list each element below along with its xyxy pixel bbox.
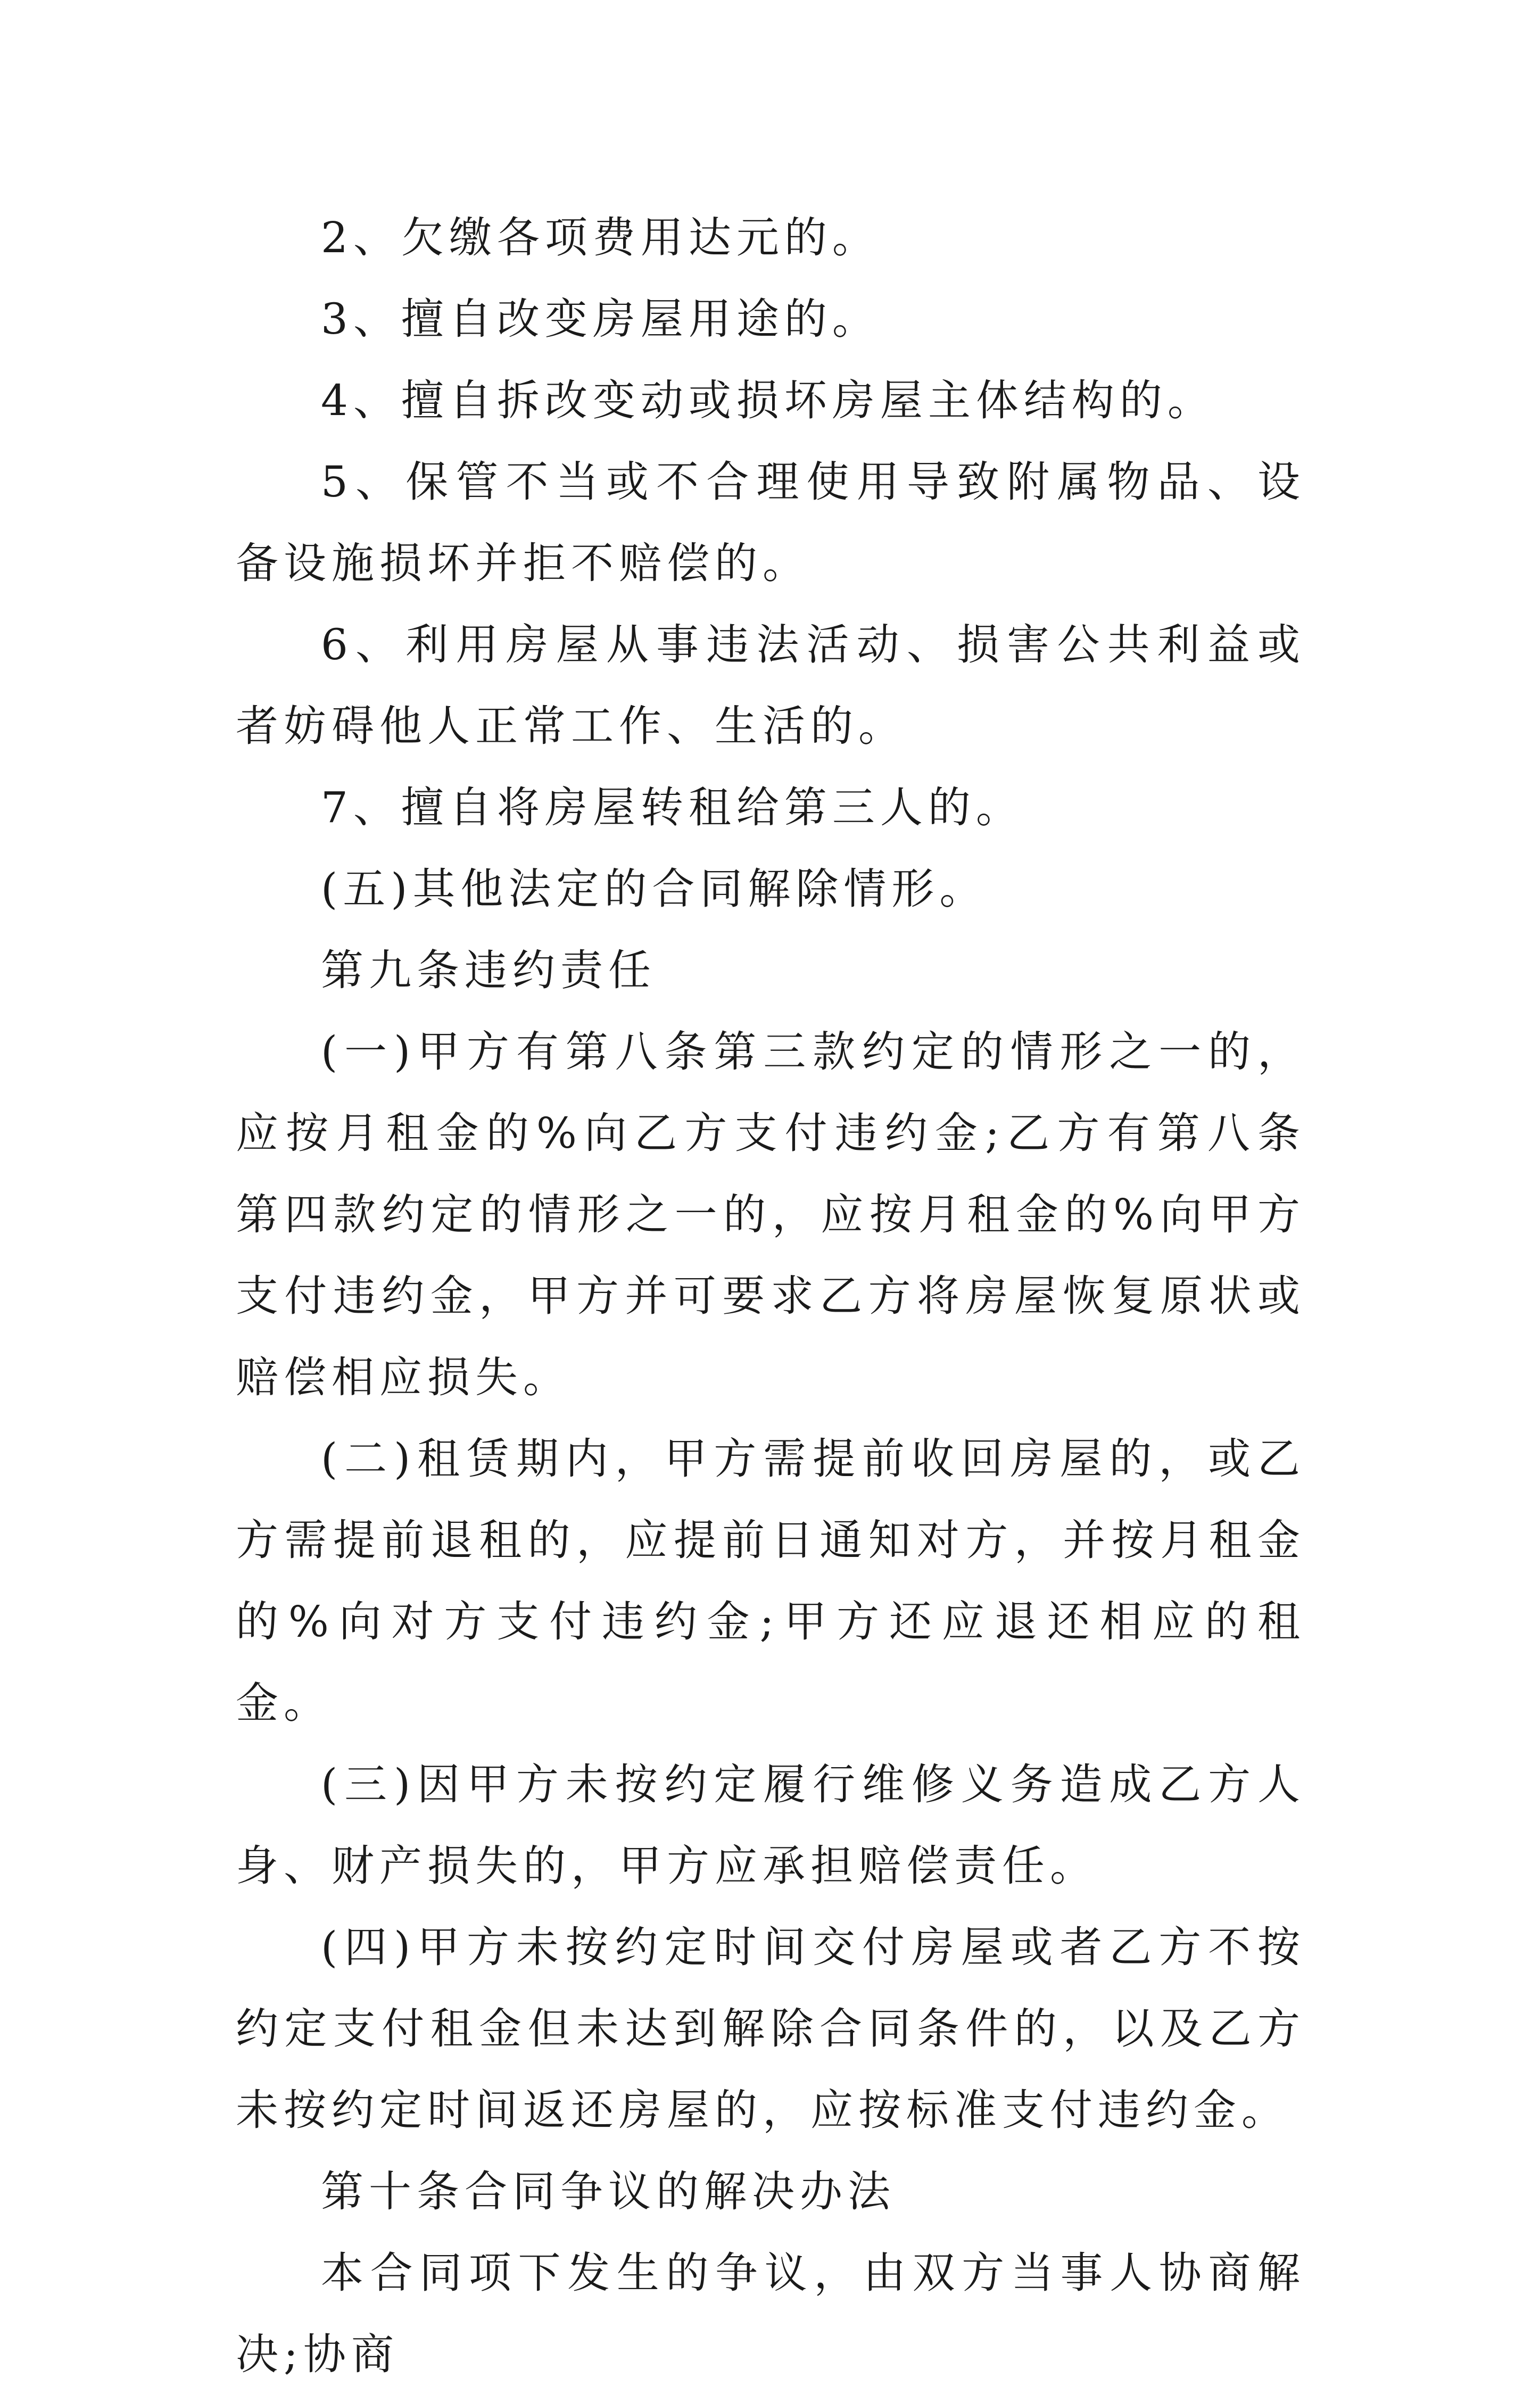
article-9-item-4: (四)甲方未按约定时间交付房屋或者乙方不按约定支付租金但未达到解除合同条件的，以及乙方未按约定时间返还房屋的，应按标准支付违约金。 bbox=[236, 1922, 1305, 2135]
article-9-heading: 第九条违约责任 bbox=[321, 946, 656, 995]
clause-6-illegal-activity: 6、利用房屋从事违法活动、损害公共利益或者妨碍他人正常工作、生活的。 bbox=[236, 620, 1305, 751]
clause-5-other-termination: (五)其他法定的合同解除情形。 bbox=[321, 864, 988, 914]
article-9-item-3: (三)因甲方未按约定履行维修义务造成乙方人身、财产损失的，甲方应承担赔偿责任。 bbox=[236, 1760, 1305, 1891]
article-10-body: 本合同项下发生的争议，由双方当事人协商解决;协商 bbox=[236, 2248, 1305, 2379]
clause-3-change-use: 3、擅自改变房屋用途的。 bbox=[321, 294, 880, 344]
document-body bbox=[236, 197, 1305, 2395]
clause-4-structural-damage: 4、擅自拆改变动或损坏房屋主体结构的。 bbox=[321, 376, 1215, 425]
article-9-item-1: (一)甲方有第八条第三款约定的情形之一的，应按月租金的%向乙方支付违约金;乙方有第八条第四款约定的情形之一的，应按月租金的%向甲方支付违约金，甲方并可要求乙方将房屋恢复原状或赔偿相应损失。 bbox=[236, 1027, 1305, 1402]
clause-5-improper-care: 5、保管不当或不合理使用导致附属物品、设备设施损坏并拒不赔偿的。 bbox=[236, 457, 1305, 588]
clause-7-sublet: 7、擅自将房屋转租给第三人的。 bbox=[321, 783, 1024, 832]
article-10-heading: 第十条合同争议的解决办法 bbox=[321, 2167, 896, 2216]
article-9-item-2: (二)租赁期内，甲方需提前收回房屋的，或乙方需提前退租的，应提前日通知对方，并按月租金的%向对方支付违约金;甲方还应退还相应的租金。 bbox=[236, 1434, 1305, 1728]
clause-2-unpaid-fees: 2、欠缴各项费用达元的。 bbox=[321, 213, 880, 262]
